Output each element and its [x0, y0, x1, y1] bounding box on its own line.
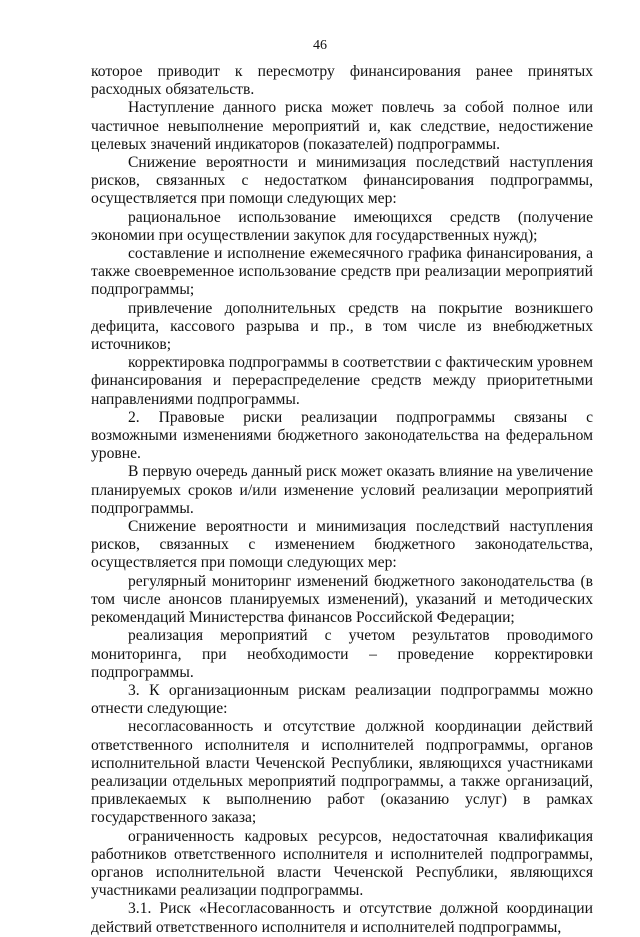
paragraph: привлечение дополнительных средств на покрытие возникшего дефицита, кассового разрыва и пр., в том числе из внебюджетных источников; [91, 299, 593, 354]
paragraph: регулярный мониторинг изменений бюджетного законодательства (в том числе анонсов планируемых изменений), указаний и методических рекомендаций Министерства финансов Российской Федерации; [91, 572, 593, 627]
paragraph: Наступление данного риска может повлечь за собой полное или частичное невыполнение мероприятий и, как следствие, недостижение целевых значений индикаторов (показателей) подпрограммы. [91, 99, 593, 153]
page-number: 46 [313, 38, 327, 53]
paragraph: составление и исполнение ежемесячного графика финансирования, а также своевременное использование средств при реализации мероприятий подпрограммы; [91, 245, 593, 299]
paragraph: корректировка подпрограммы в соответствии с фактическим уровнем финансирования и перераспределение средств между приоритетными направлениями подпрограммы. [91, 354, 593, 408]
paragraph: рациональное использование имеющихся средств (получение экономии при осуществлении закупок для государственных нужд); [91, 208, 593, 244]
paragraph: Снижение вероятности и минимизация последствий наступления рисков, связанных с недостатком финансирования подпрограммы, осуществляется при помощи следующих мер: [91, 154, 593, 208]
paragraph: 2. Правовые риски реализации подпрограммы связаны с возможными изменениями бюджетного законодательства на федеральном уровне. [91, 408, 593, 463]
paragraph: которое приводит к пересмотру финансирования ранее принятых расходных обязательств. [91, 63, 593, 99]
paragraph: 3. К организационным рискам реализации подпрограммы можно отнести следующие: [91, 681, 593, 718]
paragraph: реализация мероприятий с учетом результатов проводимого мониторинга, при необходимости – проведение корректировки подпрограммы. [91, 627, 593, 681]
paragraph: ограниченность кадровых ресурсов, недостаточная квалификация работников ответственного исполнителя и исполнителей подпрограммы, органов исполнительной власти Чеченской Республики, являющихся участниками реализации подпрограммы. [91, 827, 593, 900]
paragraph: 3.1. Риск «Несогласованность и отсутствие должной координации действий ответственного исполнителя и исполнителей подпрограммы, [91, 900, 593, 936]
body-text [91, 63, 593, 937]
paragraph: несогласованность и отсутствие должной координации действий ответственного исполнителя и исполнителей подпрограммы, органов исполнительной власти Чеченской Республики, являющихся участниками реализации отдельных мероприятий подпрограммы, а также организаций, привлекаемых к выполнению работ (оказанию услуг) в рамках государственного заказа; [91, 718, 593, 827]
paragraph: Снижение вероятности и минимизация последствий наступления рисков, связанных с изменением бюджетного законодательства, осуществляется при помощи следующих мер: [91, 518, 593, 572]
paragraph: В первую очередь данный риск может оказать влияние на увеличение планируемых сроков и/или изменение условий реализации мероприятий подпрограммы. [91, 463, 593, 517]
